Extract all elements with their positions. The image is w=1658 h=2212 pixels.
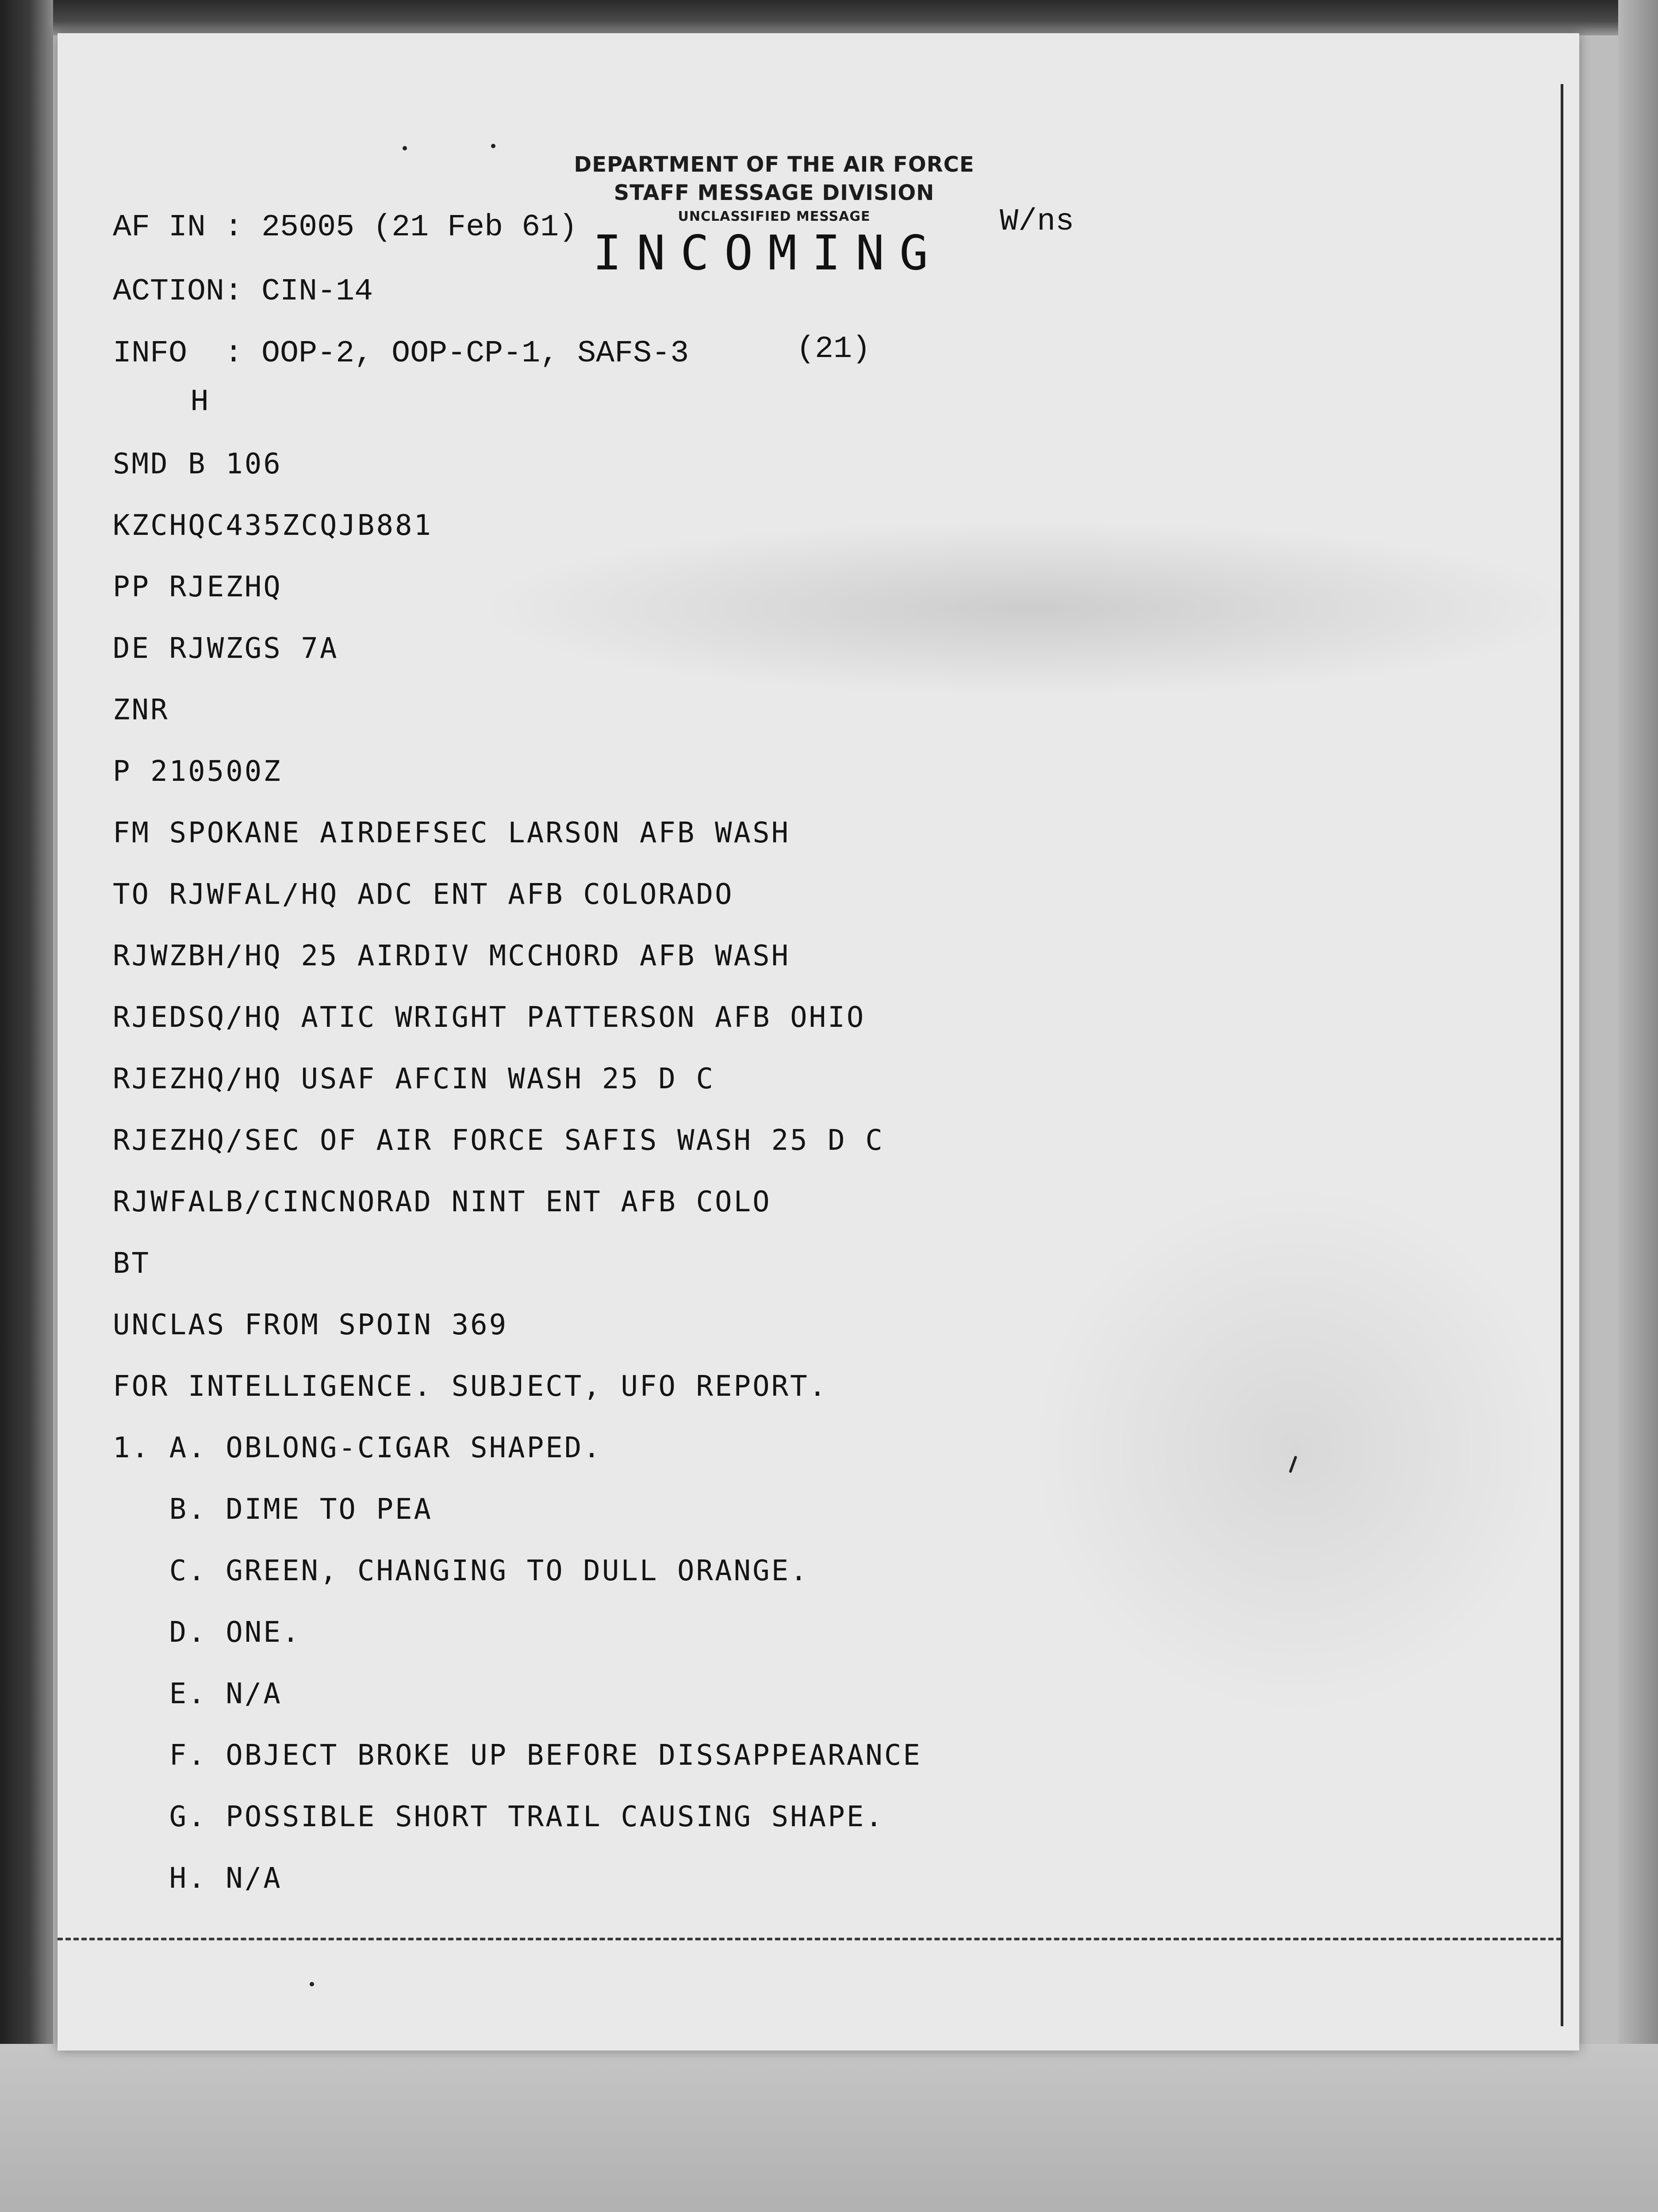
form-header: [553, 150, 995, 227]
message-line: RJEDSQ/HQ ATIC WRIGHT PATTERSON AFB OHIO: [113, 1001, 866, 1034]
message-line: F. OBJECT BROKE UP BEFORE DISSAPPEARANCE: [113, 1739, 922, 1772]
scan-border-right: [1618, 0, 1658, 2079]
message-line: ZNR: [113, 694, 169, 726]
message-line: TO RJWFAL/HQ ADC ENT AFB COLORADO: [113, 878, 734, 911]
scan-speck: [403, 146, 407, 150]
message-line: 1. A. OBLONG-CIGAR SHAPED.: [113, 1432, 602, 1464]
message-line: KZCHQC435ZCQJB881: [113, 509, 433, 542]
info-extra: H: [190, 385, 209, 420]
form-border-bottom: [58, 1938, 1562, 1943]
scan-border-top: [0, 0, 1658, 35]
scan-speck: [310, 1982, 314, 1986]
message-line: BT: [113, 1247, 151, 1280]
af-in-line: AF IN : 25005 (21 Feb 61): [113, 210, 578, 245]
message-line: E. N/A: [113, 1678, 282, 1710]
message-line: PP RJEZHQ: [113, 571, 282, 603]
typist-initials: W/ns: [1000, 204, 1075, 239]
message-line: RJWFALB/CINCNORAD NINT ENT AFB COLO: [113, 1186, 771, 1218]
message-line: C. GREEN, CHANGING TO DULL ORANGE.: [113, 1555, 809, 1587]
message-line: SMD B 106: [113, 448, 282, 480]
scan-smudge: [1031, 1183, 1562, 1714]
scan-background-lower: [0, 2044, 1658, 2212]
message-line: RJEZHQ/SEC OF AIR FORCE SAFIS WASH 25 D C: [113, 1124, 884, 1157]
message-line: B. DIME TO PEA: [113, 1493, 433, 1526]
scan-speck: [491, 144, 495, 148]
form-border-right: [1561, 84, 1563, 2026]
message-line: H. N/A: [113, 1862, 282, 1895]
message-line: FM SPOKANE AIRDEFSEC LARSON AFB WASH: [113, 817, 791, 849]
incoming-title: INCOMING: [593, 226, 944, 281]
scan-smudge: [478, 520, 1584, 697]
message-line: D. ONE.: [113, 1616, 301, 1649]
message-line: G. POSSIBLE SHORT TRAIL CAUSING SHAPE.: [113, 1801, 884, 1833]
division-title: STAFF MESSAGE DIVISION: [614, 180, 935, 205]
classification-label: UNCLASSIFIED MESSAGE: [678, 209, 871, 224]
message-line: RJEZHQ/HQ USAF AFCIN WASH 25 D C: [113, 1063, 715, 1095]
info-line: INFO : OOP-2, OOP-CP-1, SAFS-3: [113, 336, 689, 371]
message-line: P 210500Z: [113, 755, 282, 788]
scan-border-left: [0, 0, 53, 2079]
action-line: ACTION: CIN-14: [113, 274, 373, 309]
info-count: (21): [796, 332, 871, 367]
message-line: DE RJWZGS 7A: [113, 632, 339, 665]
message-line: RJWZBH/HQ 25 AIRDIV MCCHORD AFB WASH: [113, 940, 791, 972]
department-title: DEPARTMENT OF THE AIR FORCE: [574, 152, 975, 177]
message-line: UNCLAS FROM SPOIN 369: [113, 1309, 508, 1341]
message-line: FOR INTELLIGENCE. SUBJECT, UFO REPORT.: [113, 1370, 828, 1403]
